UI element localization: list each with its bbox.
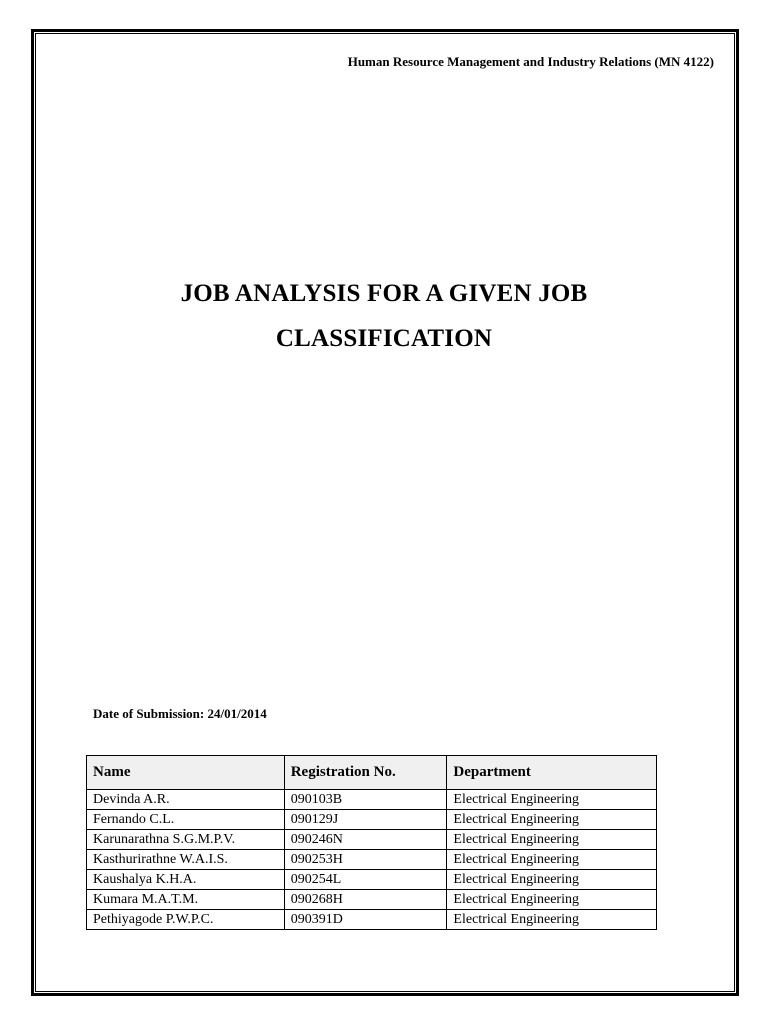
cell-name: Kumara M.A.T.M. bbox=[87, 890, 285, 910]
cell-department: Electrical Engineering bbox=[447, 810, 657, 830]
cell-department: Electrical Engineering bbox=[447, 870, 657, 890]
cell-department: Electrical Engineering bbox=[447, 790, 657, 810]
table-row bbox=[87, 810, 657, 830]
cell-registration: 090253H bbox=[284, 850, 447, 870]
column-header-registration: Registration No. bbox=[284, 756, 447, 790]
cell-registration: 090254L bbox=[284, 870, 447, 890]
cell-department: Electrical Engineering bbox=[447, 890, 657, 910]
cell-name: Devinda A.R. bbox=[87, 790, 285, 810]
cell-department: Electrical Engineering bbox=[447, 830, 657, 850]
table-header-row bbox=[87, 756, 657, 790]
cell-department: Electrical Engineering bbox=[447, 910, 657, 930]
course-header: Human Resource Management and Industry Relations (MN 4122) bbox=[347, 54, 714, 69]
cell-name: Kasthurirathne W.A.I.S. bbox=[87, 850, 285, 870]
table-row bbox=[87, 830, 657, 850]
cell-registration: 090391D bbox=[284, 910, 447, 930]
cell-registration: 090129J bbox=[284, 810, 447, 830]
submission-date: Date of Submission: 24/01/2014 bbox=[93, 706, 267, 721]
cell-department: Electrical Engineering bbox=[447, 850, 657, 870]
table-row bbox=[87, 790, 657, 810]
table-row bbox=[87, 910, 657, 930]
cell-name: Pethiyagode P.W.P.C. bbox=[87, 910, 285, 930]
members-table bbox=[86, 755, 657, 930]
cell-name: Kaushalya K.H.A. bbox=[87, 870, 285, 890]
cell-name: Fernando C.L. bbox=[87, 810, 285, 830]
column-header-name: Name bbox=[87, 756, 285, 790]
table-row bbox=[87, 870, 657, 890]
cell-registration: 090268H bbox=[284, 890, 447, 910]
cell-registration: 090103B bbox=[284, 790, 447, 810]
cell-name: Karunarathna S.G.M.P.V. bbox=[87, 830, 285, 850]
cell-registration: 090246N bbox=[284, 830, 447, 850]
document-title-line-2: CLASSIFICATION bbox=[275, 325, 493, 352]
table-row bbox=[87, 850, 657, 870]
document-title-line-1: JOB ANALYSIS FOR A GIVEN JOB bbox=[180, 280, 588, 307]
table-row bbox=[87, 890, 657, 910]
column-header-department: Department bbox=[447, 756, 657, 790]
